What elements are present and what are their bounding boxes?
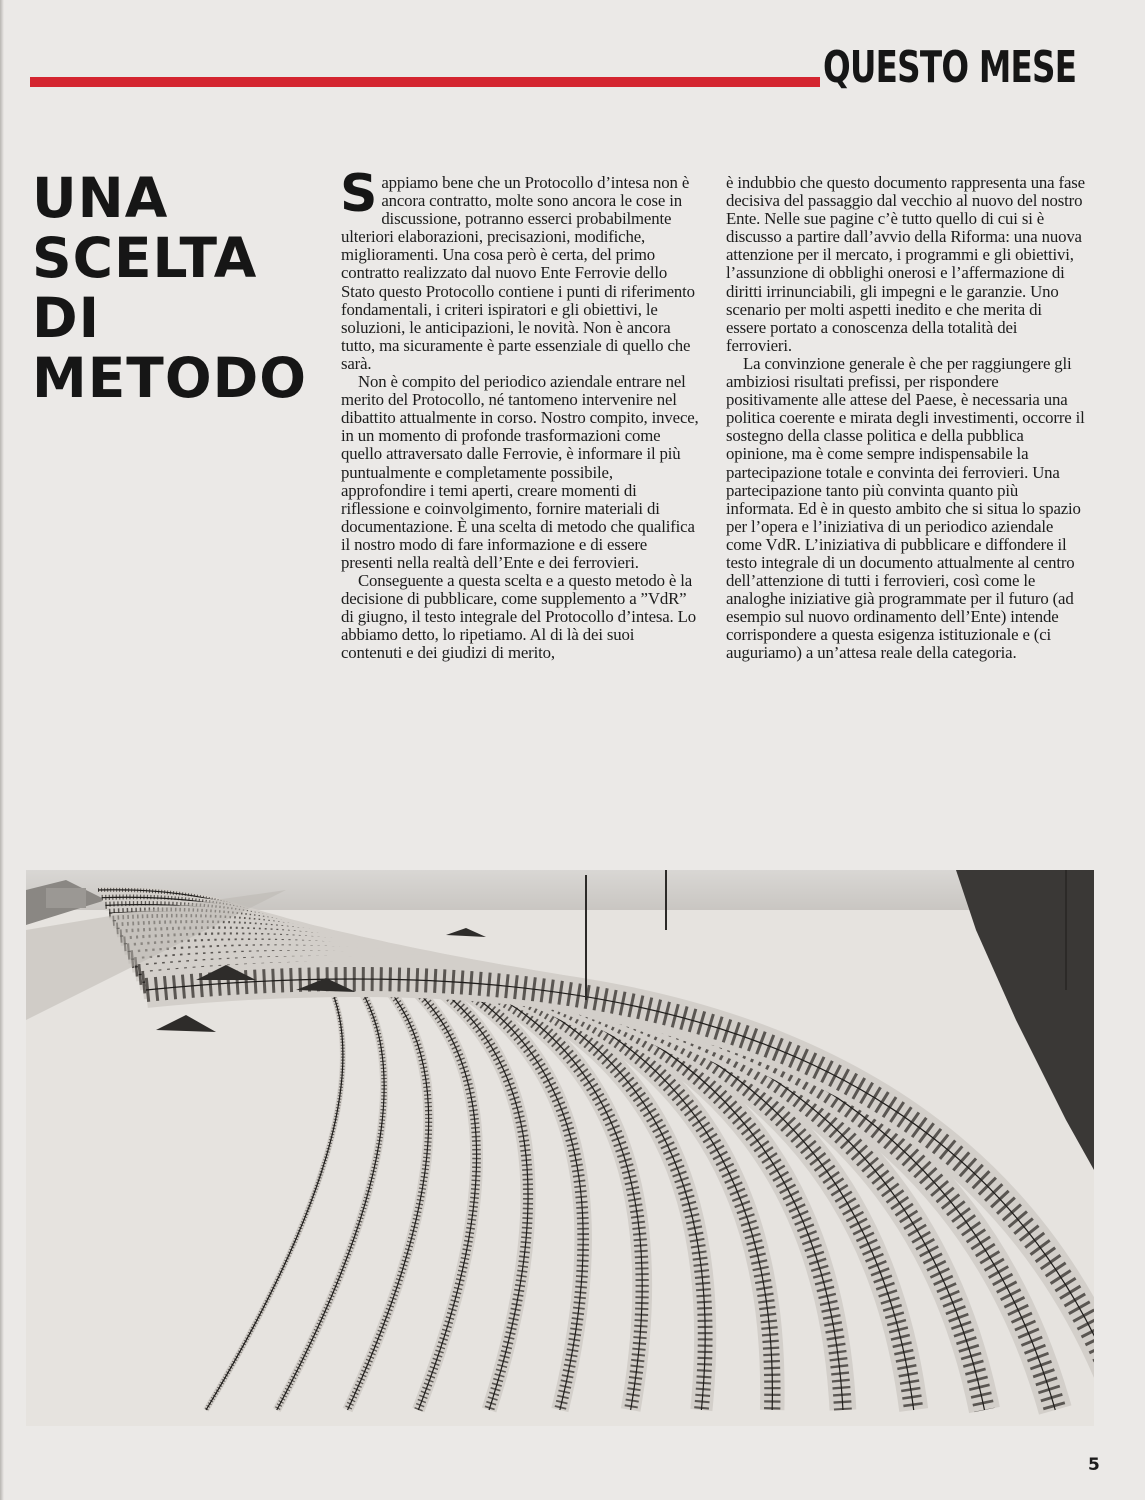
headline-line: DI [32, 286, 101, 350]
article-column-left [340, 164, 699, 663]
article-paragraph: Sappiamo bene che un Protocollo d’intesa non è ancora contratto, molte sono ancora le cose in discussione, potranno esserci probabilmente ulteriori elaborazioni, precisazioni, modifiche, miglioramenti. Una cosa però è certa, del primo contratto realizzato dal nuovo Ente Ferrovie dello Stato questo Protocollo contiene i punti di riferimento fondamentali, i criteri ispiratori e gli obiettivi, le soluzioni, le anticipazioni, le novità. Non è ancora tutto, ma sicuramente è parte essenziale di quello che sarà. [340, 164, 695, 373]
headline-line: METODO [32, 346, 307, 410]
page-spine-shadow [0, 0, 4, 1500]
section-title: QUESTO MESE [823, 42, 1077, 93]
drop-cap: S [340, 164, 378, 224]
headline-line: UNA [32, 166, 169, 230]
header-red-rule [30, 77, 820, 87]
headline-line: SCELTA [32, 226, 258, 290]
article-paragraph: è indubbio che questo documento rappresenta una fase decisiva del passaggio dal vecchio al nuovo del nostro Ente. Nelle sue pagine c’è tutto quello di cui si è discusso a partire dall’avvio della Riforma: una nuova attenzione per il mercato, i programmi e gli obiettivi, l’assunzione di obblighi onerosi e l’affermazione di diritti irrinunciabili, gli impegni e le garanzie. Uno scenario per molti aspetti inedito e che merita di essere portato a conoscenza della totalità dei ferrovieri. [726, 173, 1085, 355]
railway-tracks-image [26, 870, 1094, 1426]
article-column-right [726, 174, 1086, 663]
page-number: 5 [1088, 1455, 1100, 1475]
article-paragraph: Conseguente a questa scelta e a questo metodo è la decisione di pubblicare, come supplemento a ”VdR” di giugno, il testo integrale del Protocollo d’intesa. Lo abbiamo detto, lo ripetiamo. Al di là dei suoi contenuti e dei giudizi di merito, [341, 571, 696, 663]
article-paragraph: La convinzione generale è che per raggiungere gli ambiziosi risultati prefissi, per rispondere positivamente alle attese del Paese, è necessaria una politica coerente e mirata degli investimenti, occorre il sostegno della classe politica e della pubblica opinione, ma è come sempre indispensabile la partecipazione totale e convinta dei ferrovieri. Una partecipazione tanto più convinta quanto più informata. Ed è in questo ambito che si situa lo spazio per l’opera e l’iniziativa di un periodico aziendale come VdR. L’iniziativa di pubblicare e diffondere il testo integrale di un documento attualmente al centro dell’attenzione di tutti i ferrovieri, così come le analoghe iniziative già programmate per il futuro (ad esempio sul nuovo ordinamento dell’Ente) intende corrispondere a questa esigenza istituzionale e (ci auguriamo) a un’attesa reale della categoria. [726, 353, 1085, 663]
railway-tracks-photo [26, 870, 1094, 1426]
article-paragraph: Non è compito del periodico aziendale entrare nel merito del Protocollo, né tantomeno intervenire nel dibattito attualmente in corso. Nostro compito, invece, in un momento di profonde trasformazioni come quello attraversato dalle Ferrovie, è informare il più puntualmente e completamente possibile, approfondire i temi aperti, creare momenti di riflessione e coinvolgimento, fornire materiali di documentazione. È una scelta di metodo che qualifica il nostro modo di fare informazione e di essere presenti nella realtà dell’Ente e dei ferrovieri. [341, 372, 699, 572]
article-headline [32, 168, 332, 408]
